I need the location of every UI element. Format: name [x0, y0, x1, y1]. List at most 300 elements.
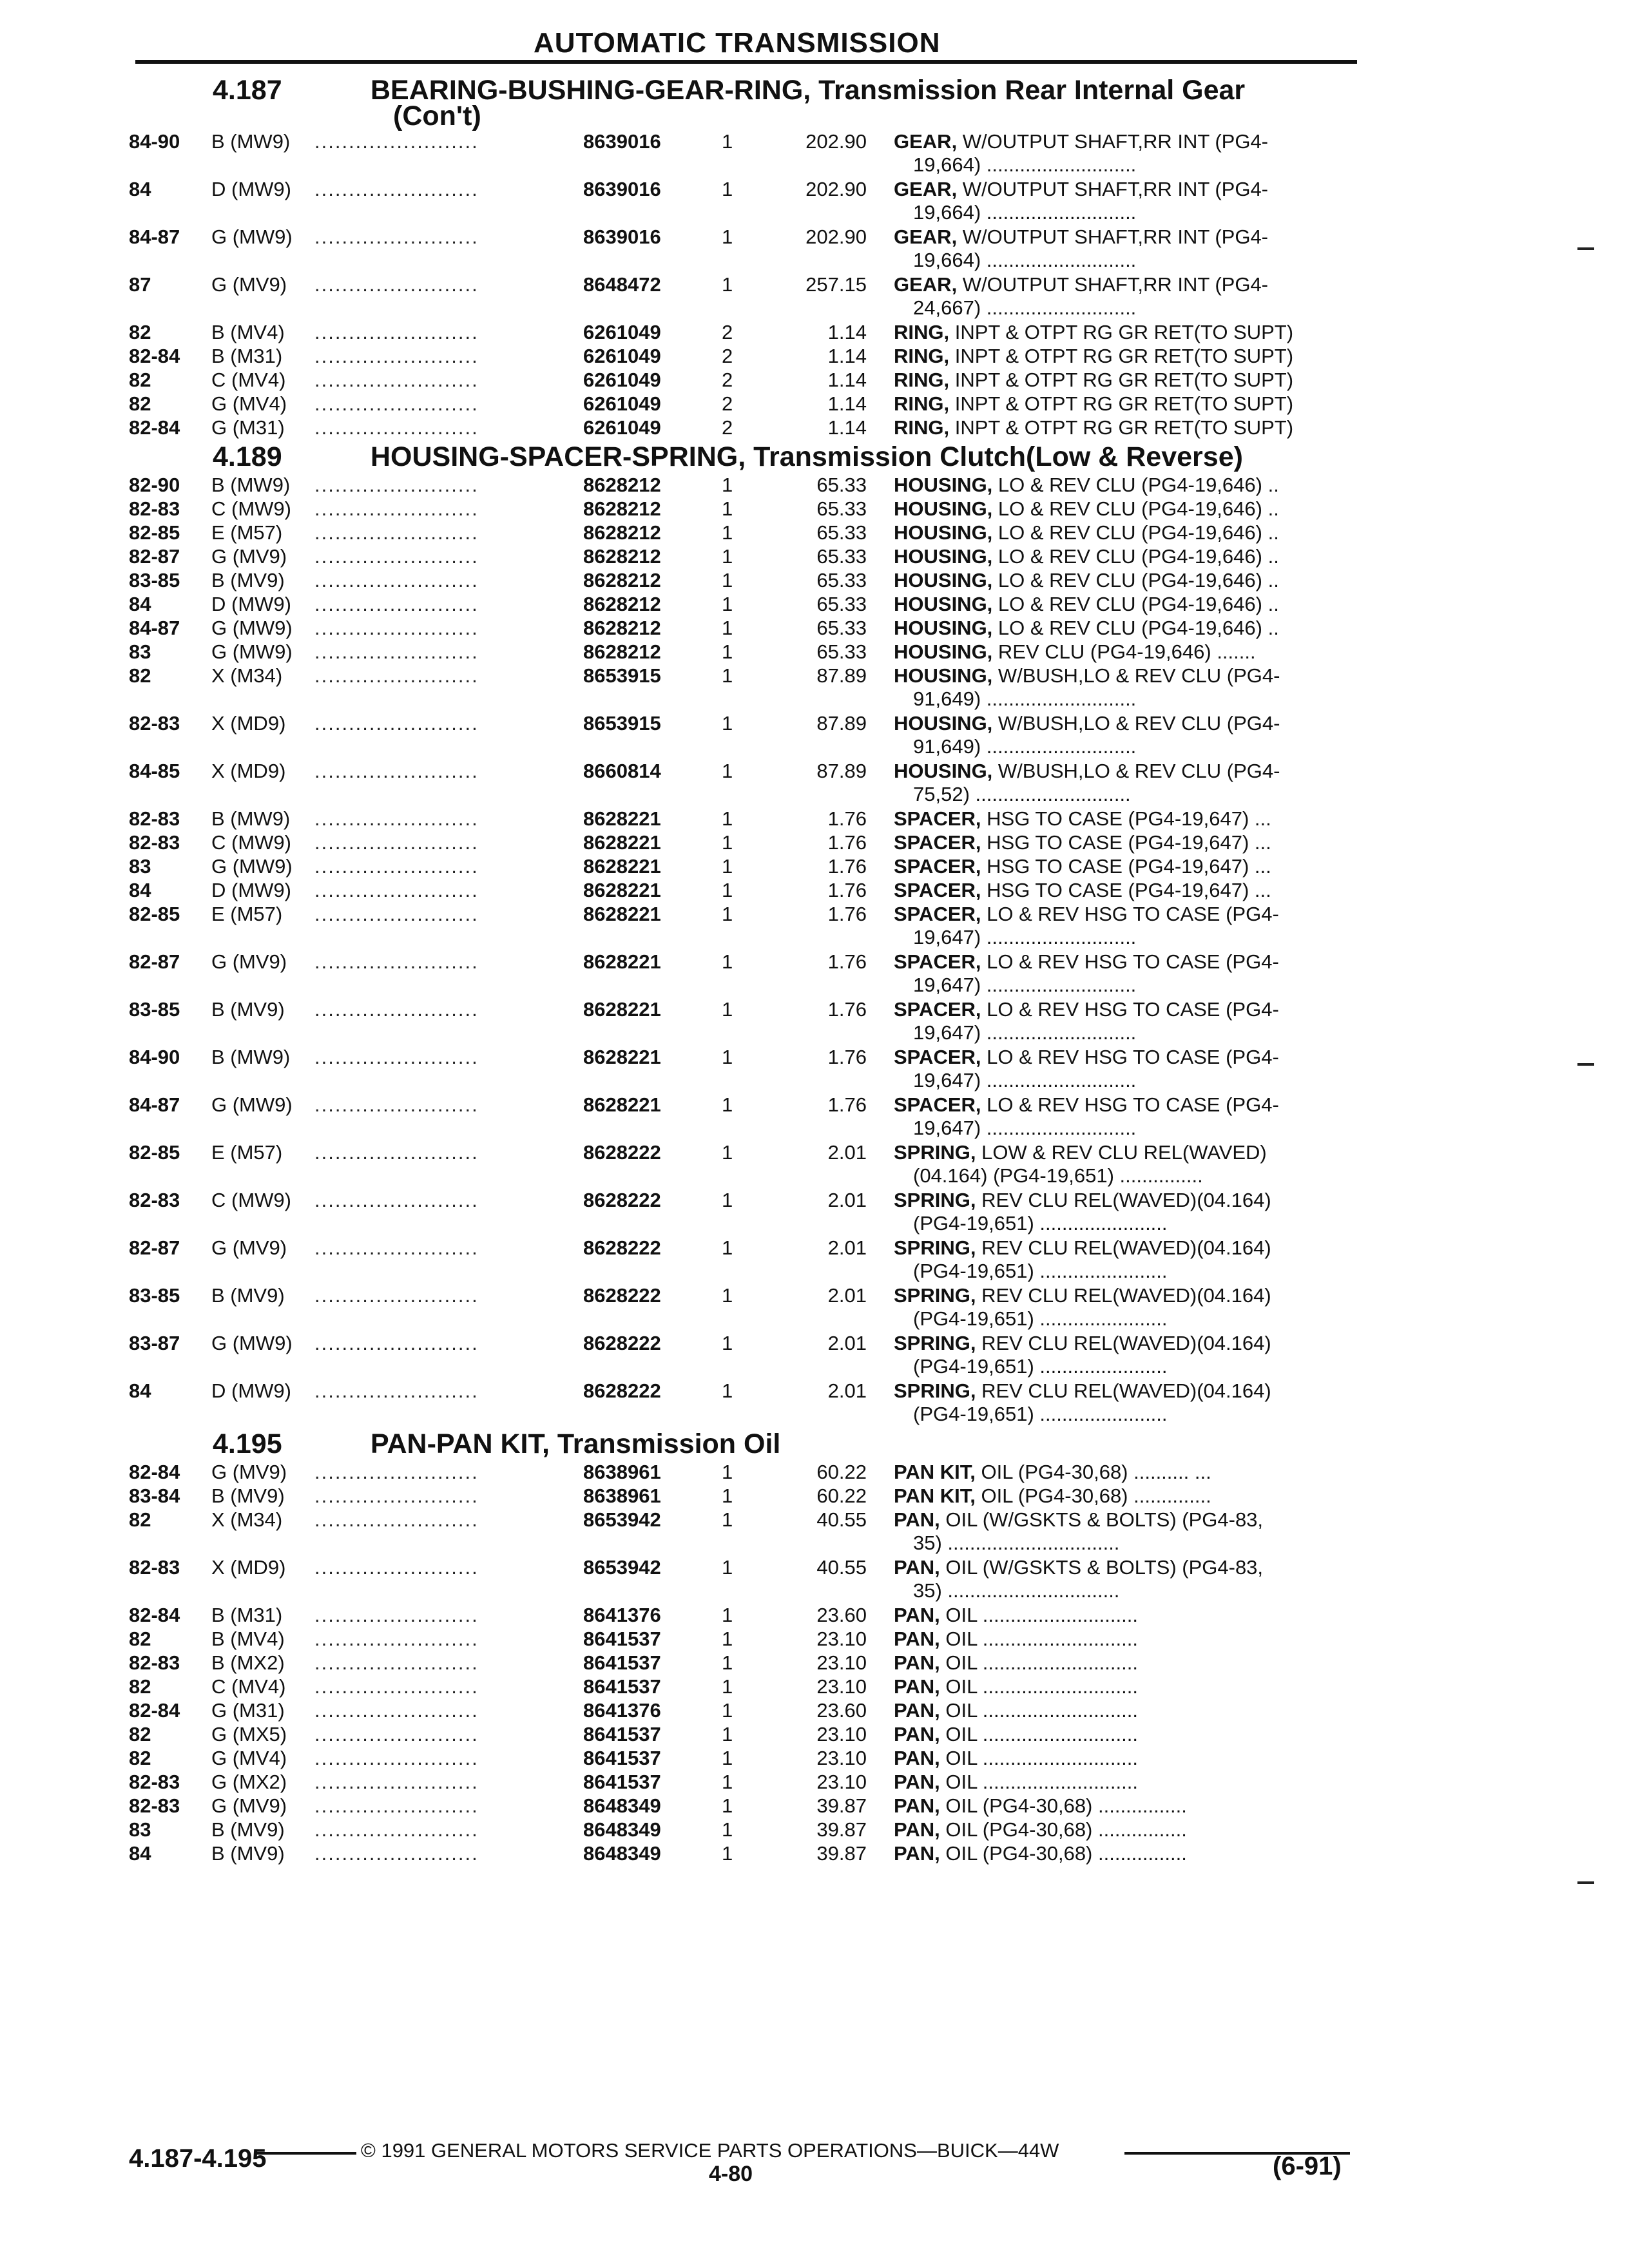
part-number: 8628222 — [583, 1284, 661, 1307]
quantity: 1 — [722, 1699, 733, 1722]
quantity: 1 — [722, 1508, 733, 1531]
parts-row — [0, 321, 1629, 345]
model-year: 82-83 — [129, 1556, 180, 1579]
part-number: 8641537 — [583, 1651, 661, 1674]
body-model-code: G (MV9) — [211, 545, 287, 568]
quantity: 1 — [722, 521, 733, 544]
part-description — [894, 1189, 1348, 1235]
price: 39.87 — [816, 1818, 867, 1841]
price: 2.01 — [827, 1236, 867, 1259]
description-line-1: SPACER, HSG TO CASE (PG4-19,647) ... — [894, 879, 1271, 901]
description-line-1: HOUSING, W/BUSH,LO & REV CLU (PG4- — [894, 760, 1280, 782]
description-keyword: HOUSING, — [894, 497, 993, 520]
part-number: 6261049 — [583, 416, 661, 439]
part-number: 8628221 — [583, 831, 661, 854]
body-model-code: B (MV9) — [211, 1284, 285, 1307]
quantity: 2 — [722, 345, 733, 367]
description-keyword: GEAR, — [894, 273, 958, 296]
body-model-code: G (MV9) — [211, 950, 287, 973]
model-year: 82-85 — [129, 1141, 180, 1164]
model-year: 82-85 — [129, 903, 180, 925]
parts-row — [0, 1794, 1629, 1818]
model-year: 84-85 — [129, 760, 180, 782]
parts-row — [0, 998, 1629, 1046]
body-model-code: B (MV4) — [211, 1628, 285, 1650]
part-number: 8638961 — [583, 1485, 661, 1507]
parts-row — [0, 1699, 1629, 1723]
leader-dots: ........................ — [314, 1699, 479, 1722]
quantity: 1 — [722, 1189, 733, 1211]
leader-dots: ........................ — [314, 1794, 479, 1817]
leader-dots: ........................ — [314, 617, 479, 639]
description-line-2: (PG4-19,651) ....................... — [913, 1212, 1168, 1235]
part-number: 8628212 — [583, 617, 661, 639]
model-year: 83-85 — [129, 569, 180, 591]
quantity: 1 — [722, 807, 733, 830]
model-year: 82-87 — [129, 950, 180, 973]
part-description — [894, 617, 1348, 640]
parts-row — [0, 1747, 1629, 1771]
body-model-code: D (MW9) — [211, 593, 291, 615]
body-model-code: X (MD9) — [211, 712, 286, 735]
section-number: 4.189 — [213, 441, 282, 472]
description-keyword: HOUSING, — [894, 640, 993, 663]
description-line-1: PAN, OIL ............................ — [894, 1675, 1138, 1698]
part-number: 6261049 — [583, 369, 661, 391]
quantity: 1 — [722, 1284, 733, 1307]
leader-dots: ........................ — [314, 474, 479, 496]
description-line-2: 35) ............................... — [913, 1579, 1120, 1602]
part-description — [894, 1284, 1348, 1331]
leader-dots: ........................ — [314, 1379, 479, 1402]
footer-copyright: © 1991 GENERAL MOTORS SERVICE PARTS OPERATIONS—BUICK—44W — [361, 2139, 1059, 2162]
body-model-code: B (M31) — [211, 345, 283, 367]
quantity: 1 — [722, 545, 733, 568]
description-keyword: HOUSING, — [894, 545, 993, 568]
description-keyword: HOUSING, — [894, 593, 993, 615]
quantity: 1 — [722, 1818, 733, 1841]
part-description — [894, 640, 1348, 664]
quantity: 1 — [722, 760, 733, 782]
model-year: 84-90 — [129, 130, 180, 153]
part-number: 8653942 — [583, 1508, 661, 1531]
part-description — [894, 1332, 1348, 1378]
price: 60.22 — [816, 1485, 867, 1507]
leader-dots: ........................ — [314, 273, 479, 296]
leader-dots: ........................ — [314, 831, 479, 854]
part-number: 8660814 — [583, 760, 661, 782]
description-keyword: PAN, — [894, 1699, 940, 1722]
parts-row — [0, 130, 1629, 178]
leader-dots: ........................ — [314, 1141, 479, 1164]
model-year: 82 — [129, 1747, 151, 1769]
description-keyword: SPRING, — [894, 1236, 976, 1259]
model-year: 83 — [129, 855, 151, 878]
part-description — [894, 855, 1348, 878]
quantity: 1 — [722, 879, 733, 901]
description-line-1: PAN, OIL ............................ — [894, 1651, 1138, 1674]
description-line-1: PAN KIT, OIL (PG4-30,68) .......... ... — [894, 1461, 1211, 1483]
description-line-2: 75,52) ............................ — [913, 783, 1131, 805]
part-number: 8641537 — [583, 1771, 661, 1793]
parts-row — [0, 903, 1629, 950]
description-line-1: SPACER, HSG TO CASE (PG4-19,647) ... — [894, 855, 1271, 878]
body-model-code: B (MW9) — [211, 1046, 291, 1068]
margin-mark — [1577, 247, 1594, 250]
section-title: HOUSING-SPACER-SPRING, Transmission Clutch(Low & Reverse) — [371, 441, 1243, 472]
body-model-code: G (MV4) — [211, 392, 287, 415]
price: 60.22 — [816, 1461, 867, 1483]
part-number: 8639016 — [583, 178, 661, 200]
quantity: 1 — [722, 640, 733, 663]
model-year: 82-84 — [129, 345, 180, 367]
description-keyword: HOUSING, — [894, 521, 993, 544]
description-keyword: SPACER, — [894, 807, 981, 830]
parts-row — [0, 1556, 1629, 1604]
description-line-1: SPRING, REV CLU REL(WAVED)(04.164) — [894, 1332, 1271, 1354]
description-line-1: HOUSING, LO & REV CLU (PG4-19,646) .. — [894, 497, 1279, 520]
body-model-code: C (MW9) — [211, 831, 291, 854]
description-line-2: 24,667) ........................... — [913, 296, 1137, 319]
body-model-code: D (MW9) — [211, 1379, 291, 1402]
parts-row — [0, 474, 1629, 497]
model-year: 82-84 — [129, 1699, 180, 1722]
price: 2.01 — [827, 1141, 867, 1164]
description-line-1: HOUSING, LO & REV CLU (PG4-19,646) .. — [894, 521, 1279, 544]
description-line-1: SPRING, REV CLU REL(WAVED)(04.164) — [894, 1236, 1271, 1259]
quantity: 1 — [722, 593, 733, 615]
model-year: 87 — [129, 273, 151, 296]
parts-row — [0, 1818, 1629, 1842]
quantity: 1 — [722, 1628, 733, 1650]
leader-dots: ........................ — [314, 712, 479, 735]
price: 202.90 — [805, 178, 867, 200]
quantity: 1 — [722, 1651, 733, 1674]
parts-row — [0, 593, 1629, 617]
price: 23.10 — [816, 1675, 867, 1698]
description-line-1: RING, INPT & OTPT RG GR RET(TO SUPT) — [894, 321, 1294, 343]
body-model-code: B (MX2) — [211, 1651, 285, 1674]
part-number: 8641537 — [583, 1723, 661, 1745]
body-model-code: G (M31) — [211, 1699, 285, 1722]
price: 1.76 — [827, 879, 867, 901]
part-description — [894, 226, 1348, 272]
price: 1.14 — [827, 416, 867, 439]
part-description — [894, 903, 1348, 949]
part-description — [894, 345, 1348, 368]
part-number: 8628221 — [583, 807, 661, 830]
quantity: 1 — [722, 617, 733, 639]
part-number: 8628221 — [583, 855, 661, 878]
parts-row — [0, 416, 1629, 440]
quantity: 1 — [722, 1141, 733, 1164]
price: 2.01 — [827, 1379, 867, 1402]
model-year: 82-84 — [129, 1604, 180, 1626]
price: 39.87 — [816, 1842, 867, 1865]
description-line-1: PAN KIT, OIL (PG4-30,68) .............. — [894, 1485, 1211, 1507]
description-keyword: PAN, — [894, 1818, 940, 1841]
part-description — [894, 712, 1348, 758]
quantity: 1 — [722, 1723, 733, 1745]
body-model-code: B (MV9) — [211, 998, 285, 1021]
description-line-1: GEAR, W/OUTPUT SHAFT,RR INT (PG4- — [894, 178, 1269, 200]
description-keyword: RING, — [894, 321, 950, 343]
description-line-2: 91,649) ........................... — [913, 687, 1137, 710]
parts-row — [0, 855, 1629, 879]
part-number: 8628222 — [583, 1332, 661, 1354]
price: 202.90 — [805, 226, 867, 248]
quantity: 1 — [722, 1379, 733, 1402]
description-line-1: SPRING, REV CLU REL(WAVED)(04.164) — [894, 1284, 1271, 1307]
model-year: 84 — [129, 1379, 151, 1402]
parts-row — [0, 521, 1629, 545]
model-year: 82-83 — [129, 1794, 180, 1817]
parts-row — [0, 1461, 1629, 1485]
description-line-1: SPACER, LO & REV HSG TO CASE (PG4- — [894, 950, 1279, 973]
quantity: 1 — [722, 1556, 733, 1579]
body-model-code: G (MW9) — [211, 640, 293, 663]
body-model-code: G (M31) — [211, 416, 285, 439]
quantity: 1 — [722, 497, 733, 520]
description-line-1: RING, INPT & OTPT RG GR RET(TO SUPT) — [894, 392, 1294, 415]
quantity: 1 — [722, 998, 733, 1021]
part-description — [894, 1699, 1348, 1722]
body-model-code: B (MV4) — [211, 321, 285, 343]
description-line-1: SPACER, LO & REV HSG TO CASE (PG4- — [894, 903, 1279, 925]
part-description — [894, 1604, 1348, 1627]
part-description — [894, 369, 1348, 392]
quantity: 1 — [722, 1236, 733, 1259]
quantity: 1 — [722, 855, 733, 878]
part-description — [894, 1093, 1348, 1140]
leader-dots: ........................ — [314, 130, 479, 153]
part-number: 8653915 — [583, 664, 661, 687]
part-description — [894, 950, 1348, 997]
part-description — [894, 593, 1348, 616]
description-keyword: SPRING, — [894, 1189, 976, 1211]
part-number: 8628212 — [583, 593, 661, 615]
description-keyword: PAN, — [894, 1794, 940, 1817]
body-model-code: C (MV4) — [211, 1675, 286, 1698]
model-year: 83-85 — [129, 1284, 180, 1307]
parts-row — [0, 1284, 1629, 1332]
description-line-1: PAN, OIL ............................ — [894, 1604, 1138, 1626]
leader-dots: ........................ — [314, 1556, 479, 1579]
description-line-2: 19,664) ........................... — [913, 249, 1137, 271]
description-line-2: (PG4-19,651) ....................... — [913, 1355, 1168, 1378]
description-keyword: SPACER, — [894, 879, 981, 901]
body-model-code: B (MW9) — [211, 474, 291, 496]
body-model-code: G (MV9) — [211, 1461, 287, 1483]
description-keyword: PAN, — [894, 1651, 940, 1674]
body-model-code: X (M34) — [211, 1508, 283, 1531]
section-title: PAN-PAN KIT, Transmission Oil — [371, 1428, 781, 1459]
description-keyword: PAN, — [894, 1771, 940, 1793]
description-line-2: 19,664) ........................... — [913, 153, 1137, 176]
leader-dots: ........................ — [314, 855, 479, 878]
price: 23.10 — [816, 1747, 867, 1769]
part-description — [894, 321, 1348, 344]
description-line-1: HOUSING, REV CLU (PG4-19,646) ....... — [894, 640, 1256, 663]
part-description — [894, 1723, 1348, 1746]
description-line-1: SPACER, HSG TO CASE (PG4-19,647) ... — [894, 807, 1271, 830]
part-description — [894, 1236, 1348, 1283]
description-line-1: PAN, OIL (W/GSKTS & BOLTS) (PG4-83, — [894, 1556, 1264, 1579]
price: 65.33 — [816, 545, 867, 568]
section-number: 4.195 — [213, 1428, 282, 1459]
price: 23.10 — [816, 1771, 867, 1793]
part-number: 8628212 — [583, 474, 661, 496]
leader-dots: ........................ — [314, 760, 479, 782]
model-year: 82 — [129, 1723, 151, 1745]
body-model-code: X (MD9) — [211, 760, 286, 782]
leader-dots: ........................ — [314, 640, 479, 663]
description-keyword: HOUSING, — [894, 569, 993, 591]
body-model-code: G (MV9) — [211, 1794, 287, 1817]
part-description — [894, 1794, 1348, 1818]
description-line-1: PAN, OIL ............................ — [894, 1771, 1138, 1793]
model-year: 84-87 — [129, 617, 180, 639]
description-line-1: HOUSING, W/BUSH,LO & REV CLU (PG4- — [894, 664, 1280, 687]
part-description — [894, 1771, 1348, 1794]
parts-row — [0, 712, 1629, 760]
part-number: 8653942 — [583, 1556, 661, 1579]
description-keyword: PAN, — [894, 1675, 940, 1698]
description-line-1: SPACER, LO & REV HSG TO CASE (PG4- — [894, 1093, 1279, 1116]
description-keyword: HOUSING, — [894, 712, 993, 735]
description-keyword: RING, — [894, 392, 950, 415]
parts-row — [0, 1842, 1629, 1866]
model-year: 82-83 — [129, 807, 180, 830]
part-description — [894, 130, 1348, 177]
leader-dots: ........................ — [314, 1284, 479, 1307]
description-line-1: HOUSING, LO & REV CLU (PG4-19,646) .. — [894, 593, 1279, 615]
quantity: 1 — [722, 1794, 733, 1817]
parts-row — [0, 950, 1629, 998]
quantity: 1 — [722, 1046, 733, 1068]
quantity: 1 — [722, 903, 733, 925]
body-model-code: G (MX2) — [211, 1771, 287, 1793]
description-line-2: 19,647) ........................... — [913, 926, 1137, 948]
description-keyword: HOUSING, — [894, 617, 993, 639]
parts-row — [0, 1485, 1629, 1508]
footer-rule-left — [255, 2152, 356, 2155]
part-description — [894, 1379, 1348, 1426]
model-year: 82-83 — [129, 497, 180, 520]
price: 23.10 — [816, 1628, 867, 1650]
model-year: 83 — [129, 640, 151, 663]
parts-row — [0, 178, 1629, 226]
quantity: 1 — [722, 474, 733, 496]
model-year: 83-85 — [129, 998, 180, 1021]
body-model-code: G (MW9) — [211, 1332, 293, 1354]
model-year: 82 — [129, 392, 151, 415]
part-number: 6261049 — [583, 392, 661, 415]
description-line-1: SPACER, HSG TO CASE (PG4-19,647) ... — [894, 831, 1271, 854]
description-line-1: SPRING, REV CLU REL(WAVED)(04.164) — [894, 1379, 1271, 1402]
part-description — [894, 879, 1348, 902]
part-number: 8628222 — [583, 1379, 661, 1402]
part-number: 8648472 — [583, 273, 661, 296]
parts-row — [0, 1046, 1629, 1093]
description-keyword: SPACER, — [894, 1046, 981, 1068]
leader-dots: ........................ — [314, 1771, 479, 1793]
description-keyword: PAN, — [894, 1723, 940, 1745]
body-model-code: E (M57) — [211, 903, 283, 925]
leader-dots: ........................ — [314, 1508, 479, 1531]
price: 87.89 — [816, 664, 867, 687]
parts-row — [0, 392, 1629, 416]
description-line-2: 91,649) ........................... — [913, 735, 1137, 758]
price: 1.76 — [827, 831, 867, 854]
description-keyword: HOUSING, — [894, 474, 993, 496]
price: 65.33 — [816, 497, 867, 520]
description-line-2: (PG4-19,651) ....................... — [913, 1260, 1168, 1282]
body-model-code: C (MW9) — [211, 1189, 291, 1211]
price: 40.55 — [816, 1508, 867, 1531]
body-model-code: X (M34) — [211, 664, 283, 687]
description-line-1: PAN, OIL (PG4-30,68) ................ — [894, 1794, 1187, 1817]
description-line-1: GEAR, W/OUTPUT SHAFT,RR INT (PG4- — [894, 226, 1269, 248]
quantity: 1 — [722, 831, 733, 854]
part-number: 6261049 — [583, 321, 661, 343]
leader-dots: ........................ — [314, 521, 479, 544]
margin-mark — [1577, 1063, 1594, 1066]
body-model-code: E (M57) — [211, 521, 283, 544]
model-year: 82-83 — [129, 1771, 180, 1793]
quantity: 1 — [722, 273, 733, 296]
description-keyword: HOUSING, — [894, 664, 993, 687]
leader-dots: ........................ — [314, 416, 479, 439]
quantity: 1 — [722, 569, 733, 591]
part-number: 8628221 — [583, 998, 661, 1021]
leader-dots: ........................ — [314, 345, 479, 367]
parts-row — [0, 1723, 1629, 1747]
part-description — [894, 1485, 1348, 1508]
leader-dots: ........................ — [314, 226, 479, 248]
price: 1.76 — [827, 950, 867, 973]
part-number: 8628221 — [583, 1093, 661, 1116]
leader-dots: ........................ — [314, 178, 479, 200]
description-keyword: GEAR, — [894, 226, 958, 248]
parts-row — [0, 226, 1629, 273]
leader-dots: ........................ — [314, 369, 479, 391]
part-number: 8639016 — [583, 130, 661, 153]
part-description — [894, 392, 1348, 416]
part-number: 8628222 — [583, 1189, 661, 1211]
price: 1.76 — [827, 998, 867, 1021]
part-number: 8648349 — [583, 1818, 661, 1841]
price: 65.33 — [816, 521, 867, 544]
description-line-1: HOUSING, LO & REV CLU (PG4-19,646) .. — [894, 569, 1279, 591]
model-year: 84 — [129, 879, 151, 901]
parts-row — [0, 273, 1629, 321]
body-model-code: B (MV9) — [211, 1818, 285, 1841]
part-number: 8641537 — [583, 1675, 661, 1698]
part-description — [894, 998, 1348, 1044]
parts-row — [0, 807, 1629, 831]
model-year: 84-87 — [129, 1093, 180, 1116]
part-description — [894, 1141, 1348, 1187]
model-year: 82-83 — [129, 712, 180, 735]
body-model-code: X (MD9) — [211, 1556, 286, 1579]
quantity: 2 — [722, 369, 733, 391]
price: 65.33 — [816, 569, 867, 591]
leader-dots: ........................ — [314, 1093, 479, 1116]
part-number: 8628221 — [583, 1046, 661, 1068]
body-model-code: G (MW9) — [211, 855, 293, 878]
price: 23.10 — [816, 1723, 867, 1745]
